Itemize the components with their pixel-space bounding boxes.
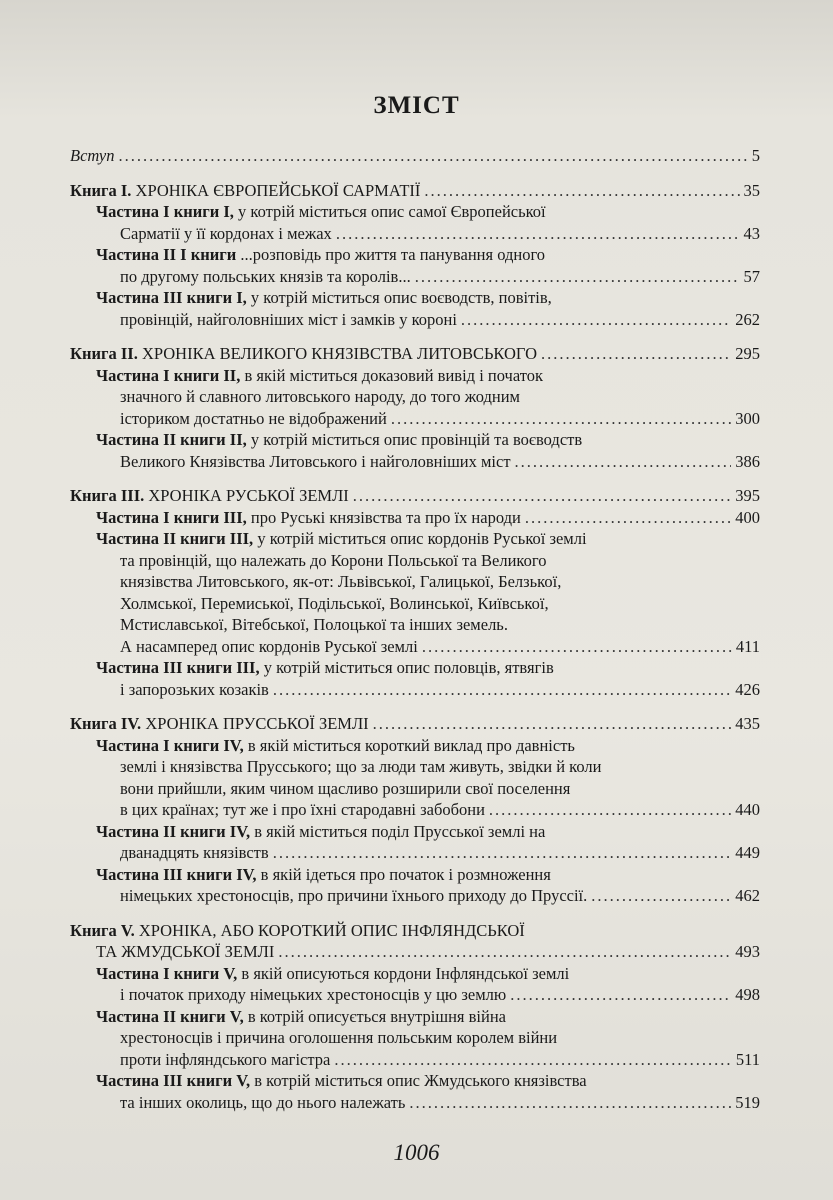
page-number: 262 [735,309,760,329]
page-number: 411 [735,636,760,656]
entry-text: ХРОНІКА ЄВРОПЕЙСЬКОЇ САРМАТІЇ [131,180,421,200]
toc-entry-book-5[interactable] [70,920,760,942]
entry-label: Книга V. [70,920,135,940]
table-of-contents: Вступ ..... 5 Книга І. ХРОНІКА ЄВРОПЕЙСЬКОЇ САРМАТІЇ ..... 35 Частина I книги I, у котрій міститься опис самої Європейської Сарматії у її кордонах і межах ..... 43 Частина II I книги ...розповідь про життя та панування одного по другому польських князів та королів... ..... 57 Частина III книги I, у котрій міститься опис воєводств, повітів, провінцій, найголовніших міст і замків у короні ..... 262 Книга II. ХРОНІКА ВЕЛИКОГО КНЯЗІВСТВА ЛИТОВСЬКОГО ..... 295 Частина I книги II, в якій міститься доказовий вивід і початок значного й славного литовського народу, до того жодним істориком достатньо не відображений ..... 300 Частина II книги II, у котрій міститься опис провінцій та воєводств Великого Князівства Литовського і найголовніших міст ..... 386 Книга III. ХРОНІКА РУСЬКОЇ ЗЕМЛІ ..... 395 Частина I книги III, про Руські князівства та про їх народи ..... 400 Частина II книги III, у котрій міститься опис кордонів Руської землі та провінцій, що належать до Корони Польської та Великого князівства Литовського, як-от: Львівської, Галицької, Белзької, Холмської, Перемиської, Подільської, Волинської, Київської, Мстиславської, Вітебської, Полоцької та інших земель. А насамперед опис кордонів Руської землі ..... 411 Частина III книги III, у котрій міститься опис половців, ятвягів і запорозьких козаків ..... 426 Книга IV. ХРОНІКА ПРУССЬКОЇ ЗЕМЛІ ..... 435 Частина I книги IV, в якій міститься короткий виклад про давність землі і князівства Прусського; що за люди там живуть, звідки й коли вони прийшли, яким чином щасливо розширили свої поселення в цих країнах; тут же і про їхні стародавні забобони ..... 440 Частина II книги IV, в якій міститься поділ Прусської землі на дванадцять князівств ..... 449 Частина III книги IV, в якій ідеться про початок і розмноження німецьких хрестоносців, про причини їхнього приходу до Пруссії. ..... 462 Книга V. ХРОНІКА, АБО КОРОТКИЙ ОПИС ІНФЛЯНДСЬКОЇ ТА ЖМУДСЬКОЇ ЗЕМЛІ ..... 493 Частина I книги V, в якій описуються кордони Інфляндської землі і початок приходу німецьких хрестоносців у цю землю ..... 498 Частина II книги V, в котрій описується внутрішня війна хрестоносців і причина оголошення польським королем війни проти інфляндського магістра ..... 511 Частина III книги V, в котрій міститься опис Жмудського князівства та інших околиць, що до нього належать ..... 519 [70,145,760,1113]
page-number: 493 [735,942,760,961]
page-number: 449 [735,843,760,862]
page-number: 57 [743,266,760,286]
page-number: 435 [735,714,760,733]
page-number: 300 [735,408,760,428]
entry-label: Книга І. [70,180,132,200]
page-number: 426 [735,679,760,699]
toc-entry-book-3-part-1[interactable]: Частина I книги III, про Руські князівства та про їх народи ..... 400 [70,507,760,529]
toc-entry-book-2-part-1[interactable]: Частина I книги II, в якій міститься доказовий вивід і початок [96,365,544,385]
page-number: 395 [735,486,760,505]
toc-entry-book-3[interactable] [70,485,760,507]
entry-label: Книга II. [70,344,138,363]
toc-entry-book-3-part-2[interactable]: Частина II книги III, у котрій міститься опис кордонів Руської землі [96,529,587,548]
toc-entry-book-5-part-1[interactable]: Частина I книги V, в якій описуються кордони Інфляндської землі [96,963,570,983]
toc-entry-intro[interactable] [70,145,760,167]
page-number: 462 [735,886,760,905]
page-number: 498 [735,985,760,1004]
page-number: 35 [743,180,760,200]
toc-entry-book-4-part-2[interactable]: Частина II книги IV, в якій міститься поділ Прусської землі на [96,821,546,841]
entry-text: ХРОНІКА РУСЬКОЇ ЗЕМЛІ [144,486,349,505]
page-title: ЗМІСТ [373,92,460,119]
toc-entry-book-2-part-2[interactable]: Частина II книги II, у котрій міститься опис провінцій та воєводств [96,430,583,449]
page-number: 295 [735,344,760,363]
page-number: 440 [735,800,760,819]
toc-entry-book-1-part-3[interactable]: Частина III книги I, у котрій міститься опис воєводств, повітів, [96,288,552,307]
toc-entry-book-1[interactable] [70,180,760,202]
toc-entry-book-2[interactable] [70,343,760,365]
page-number: 519 [735,1092,760,1112]
page-number: 43 [743,223,760,243]
toc-entry-book-5-part-3[interactable]: Частина III книги V, в котрій міститься опис Жмудського князівства [96,1071,587,1090]
toc-entry-book-4[interactable] [70,713,760,735]
entry-text: ХРОНІКА ПРУССЬКОЇ ЗЕМЛІ [141,714,369,733]
toc-entry-book-5-part-2[interactable]: Частина II книги V, в котрій описується внутрішня війна [96,1006,507,1026]
entry-label: Книга III. [70,486,145,505]
toc-entry-book-3-part-3[interactable]: Частина III книги III, у котрій міститься опис половців, ятвягів [96,658,554,677]
entry-text: ХРОНІКА ВЕЛИКОГО КНЯЗІВСТВА ЛИТОВСЬКОГО [137,344,537,363]
page-number: 5 [751,146,760,165]
page-folio-number: 1006 [393,1140,440,1165]
toc-entry-book-4-part-3[interactable]: Частина III книги IV, в якій ідеться про початок і розмноження [96,864,551,884]
toc-entry-book-1-part-2[interactable]: Частина II I книги ...розповідь про життя та панування одного [96,245,546,264]
page-number: 386 [735,451,760,471]
page-number: 400 [735,507,760,527]
toc-entry-book-4-part-1[interactable]: Частина I книги IV, в якій міститься короткий виклад про давність [96,735,575,755]
toc-entry-book-1-part-1[interactable]: Частина I книги I, у котрій міститься опис самої Європейської [96,202,546,221]
entry-text: Вступ [70,146,115,165]
entry-text: ХРОНІКА, АБО КОРОТКИЙ ОПИС ІНФЛЯНДСЬКОЇ [134,920,525,940]
page-number: 511 [735,1049,760,1069]
entry-label: Книга IV. [70,714,142,733]
